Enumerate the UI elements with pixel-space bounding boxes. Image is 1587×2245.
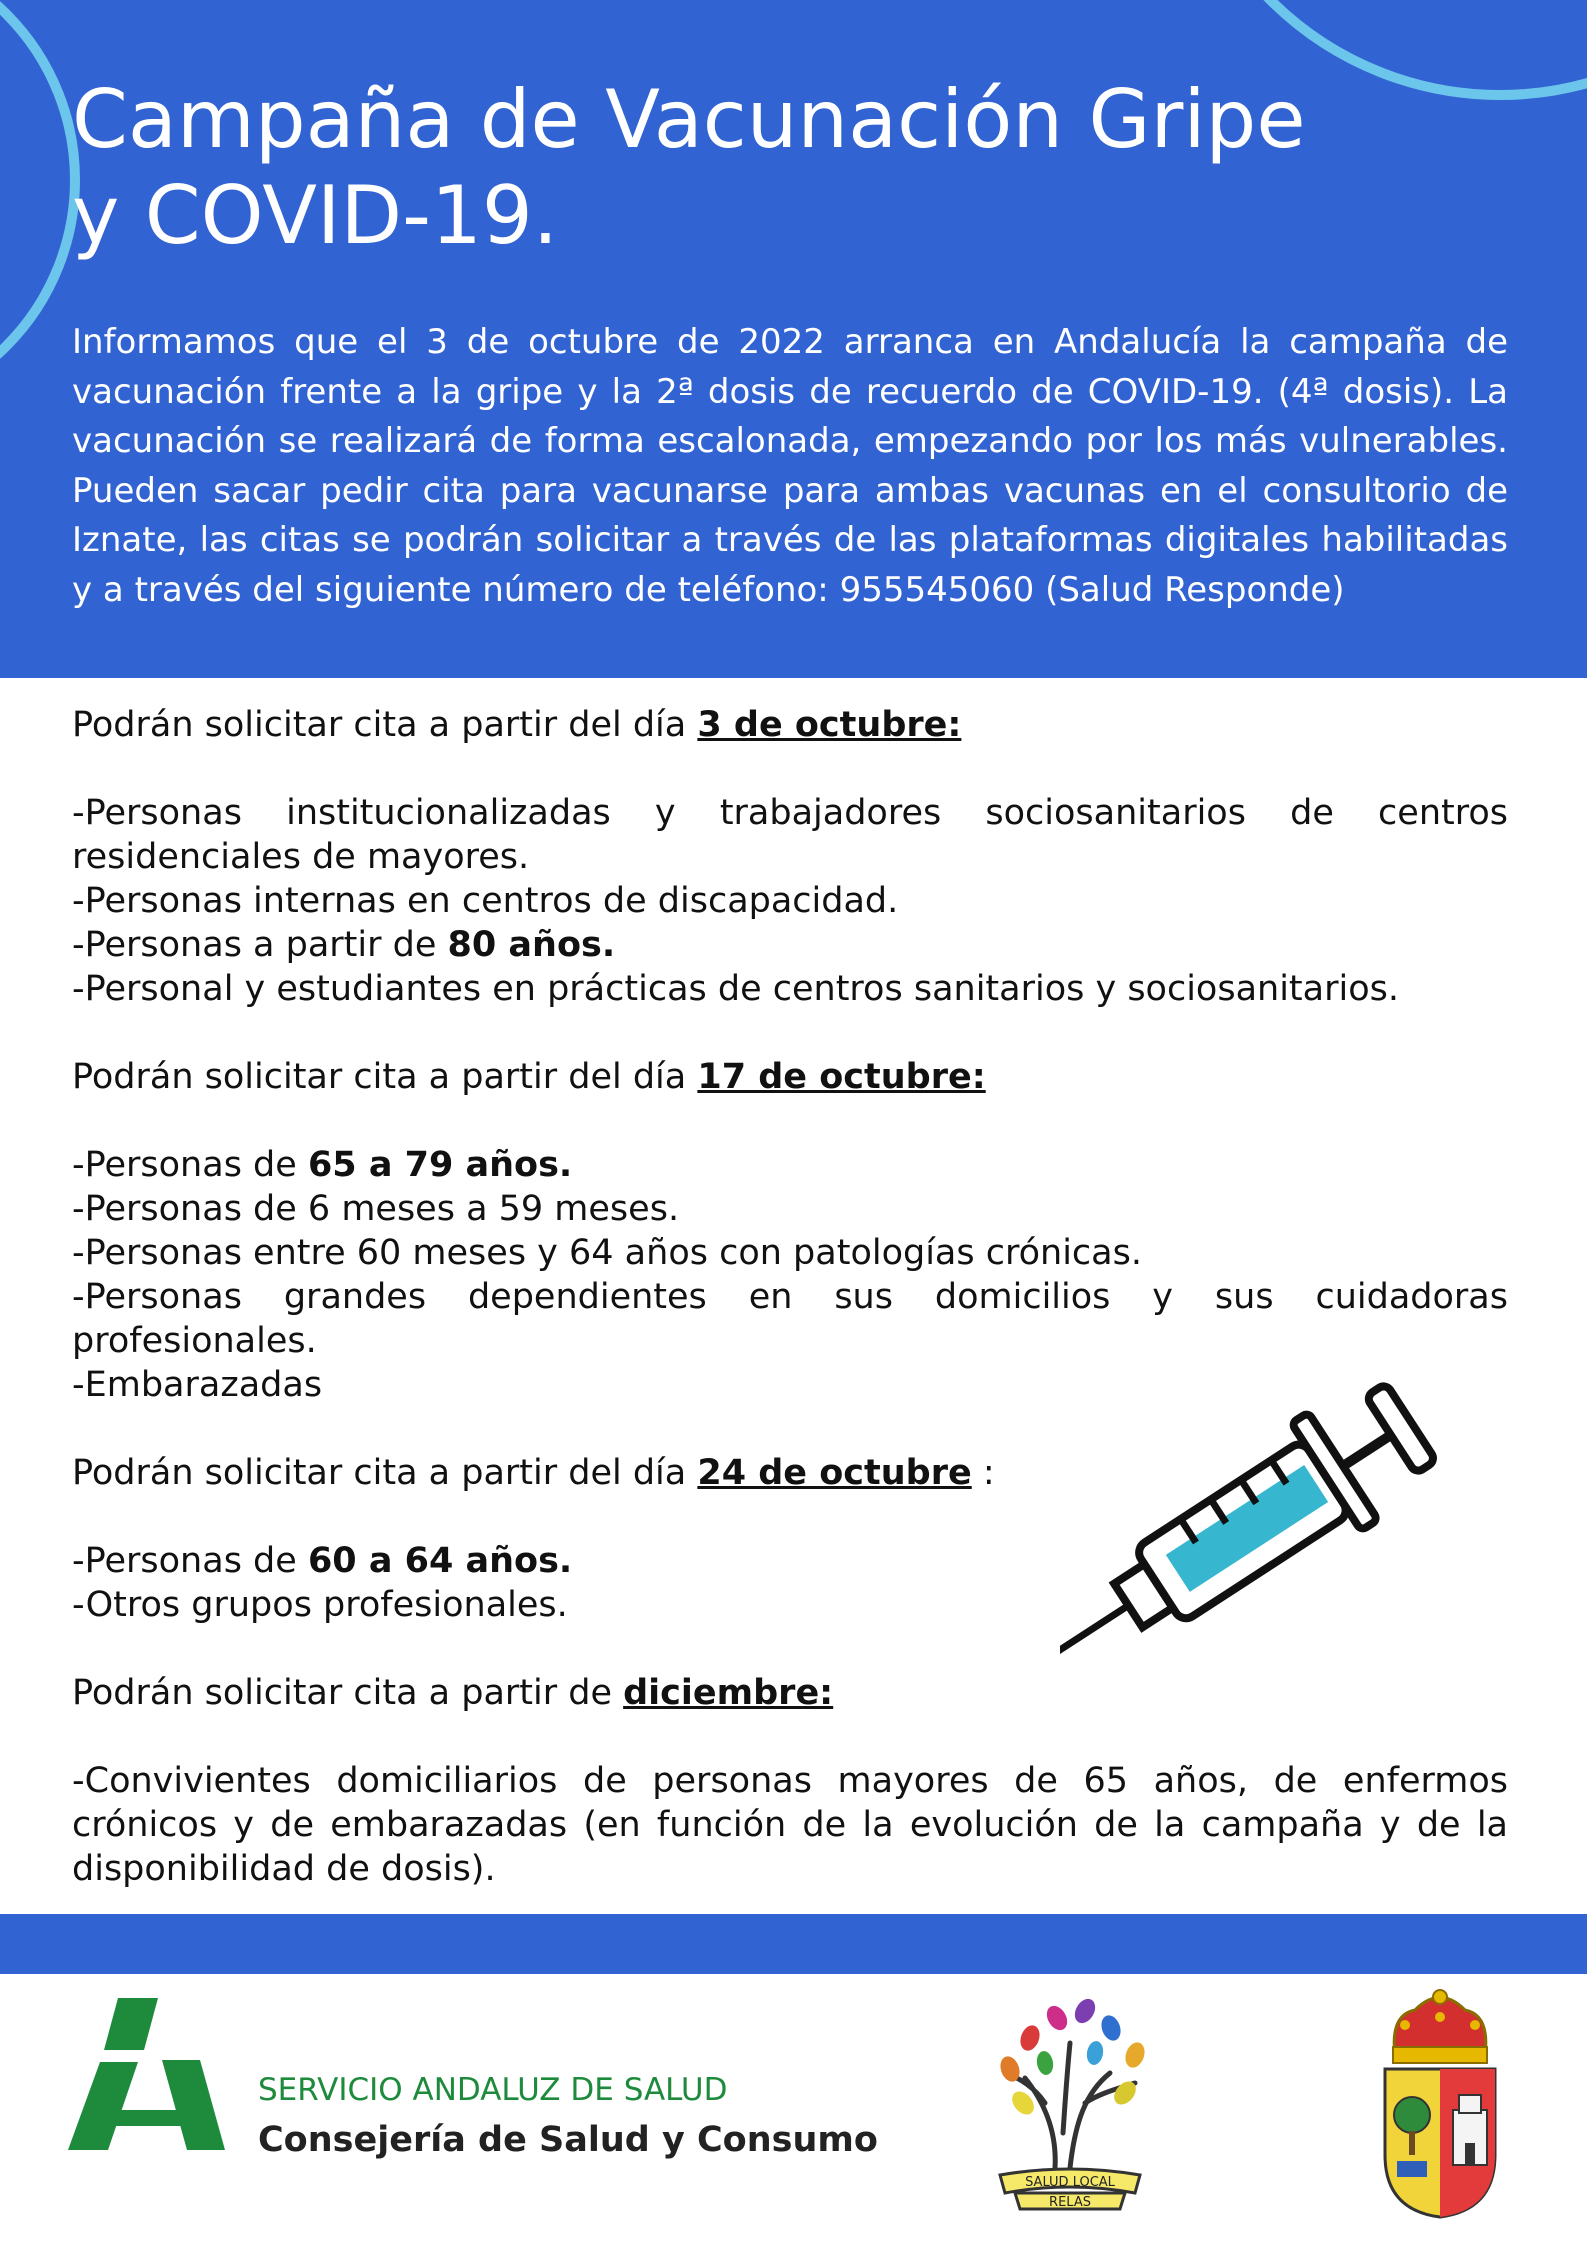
- heading-prefix: Podrán solicitar cita a partir del día: [72, 1453, 698, 1493]
- salud-logo-text-top: SALUD LOCAL: [1025, 2175, 1115, 2190]
- list-item: -Personas a partir de 80 años.: [72, 925, 616, 965]
- schedule-section-1: [72, 1055, 1508, 1407]
- heading-prefix: Podrán solicitar cita a partir del día: [72, 705, 698, 745]
- section-heading: [72, 1055, 1508, 1099]
- intro-paragraph: Informamos que el 3 de octubre de 2022 arranca en Andalucía la campaña de vacunación frente a la gripe y la 2ª dosis de recuerdo de COVID-19. (4ª dosis). La vacunación se realizará de forma escalonada, empezando por los más vulnerables. Pueden sacar pedir cita para vacunarse para ambas vacunas en el consultorio de Iznate, las citas se podrán solicitar a través de las plataformas digitales habilitadas y a través del siguiente número de teléfono: 955545060 (Salud Responde): [72, 322, 1508, 610]
- title-line-2: y COVID-19.: [72, 169, 559, 262]
- heading-date: 24 de octubre: [697, 1453, 972, 1493]
- list-item: -Personas grandes dependientes en sus domicilios y sus cuidadoras profesionales.: [72, 1277, 1508, 1361]
- decorative-arc-left: [0, 0, 80, 420]
- header-banner: [0, 0, 1587, 678]
- list-item: -Personas de 65 a 79 años.: [72, 1145, 573, 1185]
- list-item: -Personas de 60 a 64 años.: [72, 1541, 573, 1581]
- heading-date: 17 de octubre:: [697, 1057, 986, 1097]
- municipal-coat-of-arms: [1375, 1985, 1505, 2220]
- heading-date: 3 de octubre:: [697, 705, 962, 745]
- list-item: -Convivientes domiciliarios de personas mayores de 65 años, de enfermos crónicos y de embarazadas (en función de la evolución de la campaña y de la disponibilidad de dosis).: [72, 1761, 1508, 1889]
- section-heading: [72, 703, 1508, 747]
- heading-date: diciembre:: [623, 1673, 834, 1713]
- list-item: -Otros grupos profesionales.: [72, 1585, 568, 1625]
- list-item: -Personas de 6 meses a 59 meses.: [72, 1189, 680, 1229]
- list-item: -Personas internas en centros de discapacidad.: [72, 881, 899, 921]
- schedule-section-3: [72, 1671, 1508, 1891]
- schedule-content: [72, 703, 1508, 1935]
- list-item: -Personal y estudiantes en prácticas de centros sanitarios y sociosanitarios.: [72, 969, 1399, 1009]
- junta-andalucia-logo: [60, 1990, 230, 2160]
- consejeria-name: Consejería de Salud y Consumo: [258, 2120, 878, 2160]
- page-title: [72, 72, 1512, 264]
- sas-name: SERVICIO ANDALUZ DE SALUD: [258, 2072, 728, 2108]
- footer-band: [0, 1914, 1587, 1974]
- list-item: -Personas entre 60 meses y 64 años con patologías crónicas.: [72, 1233, 1142, 1273]
- syringe-icon: [1060, 1380, 1500, 1690]
- title-line-1: Campaña de Vacunación Gripe: [72, 73, 1306, 166]
- list-item: -Personas institucionalizadas y trabajadores sociosanitarios de centros residenciales de mayores.: [72, 793, 1508, 877]
- salud-logo-text-bottom: RELAS: [1049, 2195, 1091, 2210]
- salud-local-relas-logo: [985, 1983, 1155, 2213]
- heading-prefix: Podrán solicitar cita a partir del día: [72, 1057, 698, 1097]
- heading-suffix: :: [971, 1453, 995, 1493]
- heading-prefix: Podrán solicitar cita a partir de: [72, 1673, 624, 1713]
- list-item: -Embarazadas: [72, 1365, 323, 1405]
- schedule-section-0: [72, 703, 1508, 1011]
